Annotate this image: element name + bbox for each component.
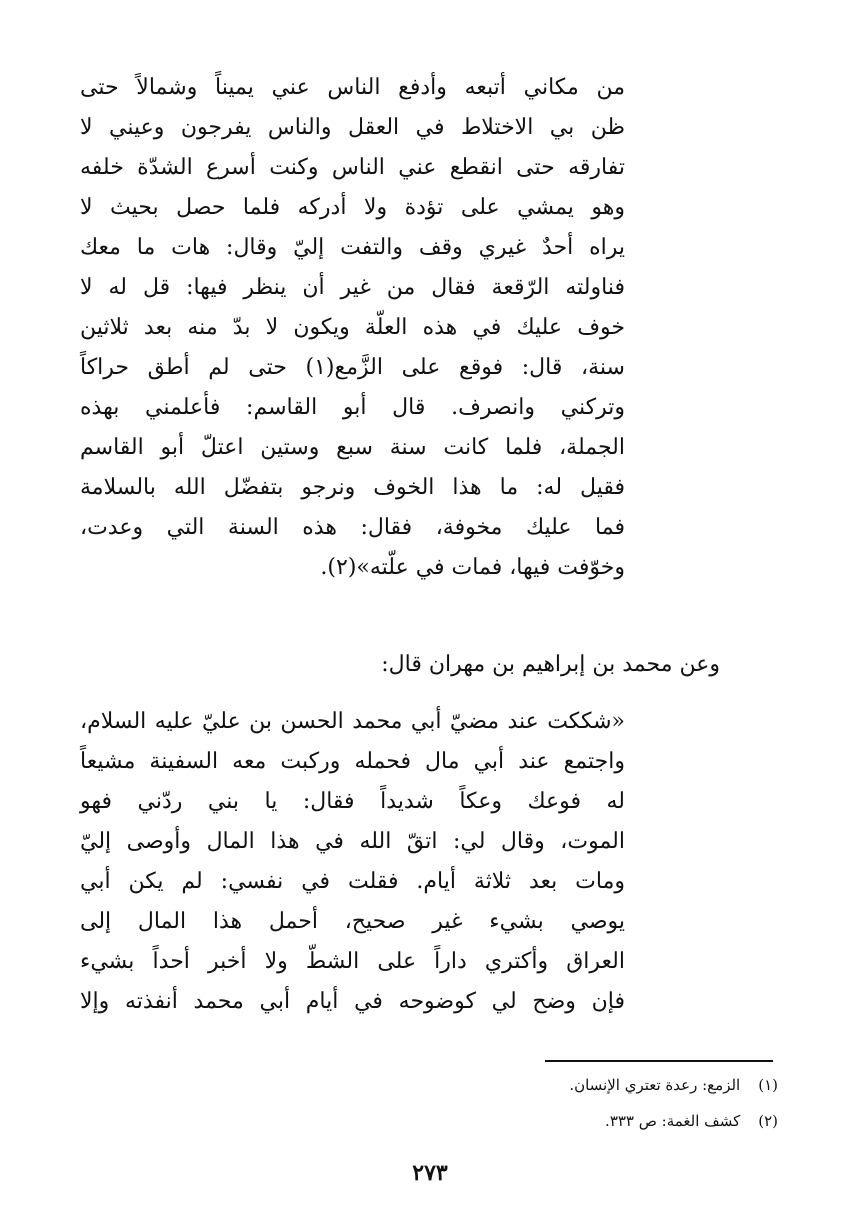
text-line: ظن بي الاختلاط في العقل والناس يفرجون وعيني لا — [80, 115, 625, 140]
footnote-divider — [545, 1060, 773, 1062]
text-line: العراق وأكتري داراً على الشطّ ولا أخبر أحداً بشيء — [80, 949, 625, 974]
paragraph-2 — [80, 702, 625, 1032]
text-line: فما عليك مخوفة، فقال: هذه السنة التي وعدت، — [80, 515, 625, 540]
text-line: من مكاني أتبعه وأدفع الناس عني يميناً وشمالاً حتى — [80, 75, 625, 100]
text-line: وهو يمشي على تؤدة ولا أدركه فلما حصل بحيث لا — [80, 195, 625, 220]
text-line: له فوعك وعكاً شديداً فقال: يا بني ردّني فهو — [80, 789, 625, 814]
footnote-1 — [300, 1070, 778, 1100]
paragraph-1 — [80, 68, 625, 608]
text-line: خوف عليك في هذه العلّة ويكون لا بدّ منه بعد ثلاثين — [80, 315, 625, 340]
text-line: ومات بعد ثلاثة أيام. فقلت في نفسي: لم يكن أبي — [80, 869, 625, 894]
text-line: وخوّفت فيها، فمات في علّته»(٢). — [320, 555, 625, 580]
footnote-2 — [300, 1106, 778, 1136]
text-line: واجتمع عند أبي مال فحمله وركبت معه السفينة مشيعاً — [80, 749, 625, 774]
text-line: «شككت عند مضيّ أبي محمد الحسن بن عليّ عليه السلام، — [80, 709, 625, 734]
footnote-number: (١) — [758, 1076, 778, 1094]
text-line: وتركني وانصرف. قال أبو القاسم: فأعلمني بهذه — [80, 395, 625, 420]
text-line: الجملة، فلما كانت سنة سبع وستين اعتلّ أبو القاسم — [80, 435, 625, 460]
text-line: سنة، قال: فوقع على الزَّمع(١) حتى لم أطق حراكاً — [80, 355, 625, 380]
text-line: الموت، وقال لي: اتقّ الله في هذا المال وأوصى إليّ — [80, 829, 625, 854]
footnote-text: كشف الغمة: ص ٣٣٣. — [605, 1112, 741, 1130]
text-line: تفارقه حتى انقطع عني الناس وكنت أسرع الشدّة خلفه — [80, 155, 625, 180]
text-line: يوصي بشيء غير صحيح، أحمل هذا المال إلى — [80, 909, 625, 934]
text-line: فقيل له: ما هذا الخوف ونرجو بتفضّل الله بالسلامة — [80, 475, 625, 500]
footnote-number: (٢) — [758, 1112, 778, 1130]
footnote-text: الزمع: رعدة تعتري الإنسان. — [569, 1076, 741, 1094]
text-line: يراه أحدٌ غيري وقف والتفت إليّ وقال: هات ما معك — [80, 235, 625, 260]
text-line: فإن وضح لي كوضوحه في أيام أبي محمد أنفذته وإلا — [80, 989, 625, 1014]
page-number: ٢٧٣ — [412, 1160, 448, 1186]
narration-intro: وعن محمد بن إبراهيم بن مهران قال: — [381, 652, 720, 677]
text-line: فناولته الرّقعة فقال من غير أن ينظر فيها: قل له لا — [80, 275, 625, 300]
